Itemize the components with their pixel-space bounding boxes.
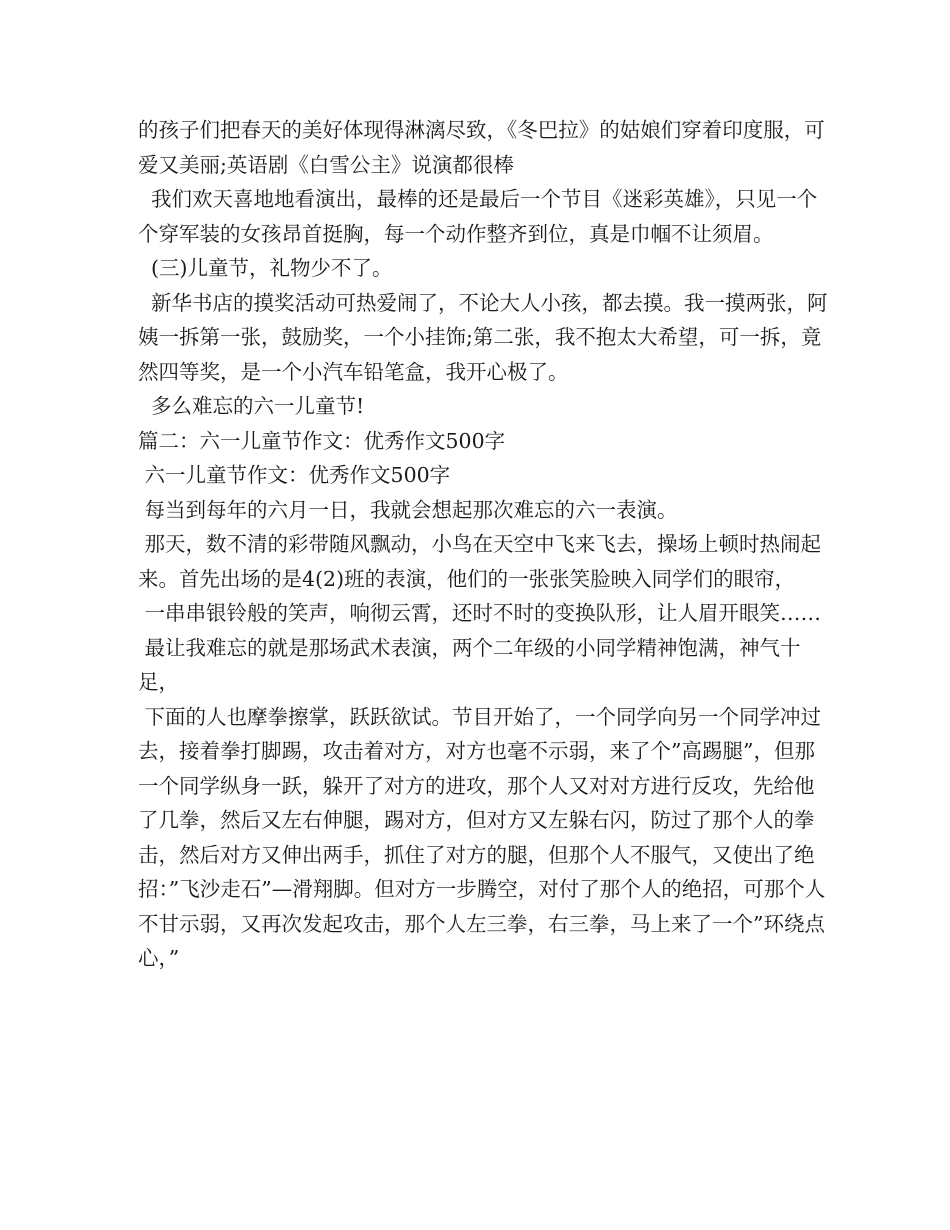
paragraph: 一串串银铃般的笑声，响彻云霄，还时不时的变换队形，让人眉开眼笑…… bbox=[138, 601, 822, 625]
section-heading: 篇二：六一儿童节作文：优秀作文500字 bbox=[138, 428, 506, 453]
paragraph: 每当到每年的六月一日，我就会想起那次难忘的六一表演。 bbox=[138, 497, 678, 522]
paragraph: (三)儿童节，礼物少不了。 bbox=[138, 256, 393, 280]
paragraph: 多么难忘的六一儿童节! bbox=[138, 394, 365, 418]
paragraph: 下面的人也摩拳擦掌，跃跃欲试。节目开始了，一个同学向另一个同学冲过去，接着拳打脚踢，攻击着对方，对方也毫不示弱，来了个”高踢腿”，但那一个同学纵身一跃，躲开了对方的进攻，那个人又对对方进行反攻，先给他了几拳，然后又左右伸腿，踢对方，但对方又左躲右闪，防过了那个人的拳击，然后对方又伸出两手，抓住了对方的腿，但那个人不服气，又使出了绝招：”飞沙走石”—滑翔脚。但对方一步腾空，对付了那个人的绝招，可那个人不甘示弱，又再次发起攻击，那个人左三拳，右三拳，马上来了一个”环绕点心，” bbox=[138, 704, 826, 970]
paragraph: 的孩子们把春天的美好体现得淋漓尽致，《冬巴拉》的姑娘们穿着印度服，可爱又美丽;英语剧《白雪公主》说演都很棒 bbox=[138, 118, 825, 177]
paragraph: 我们欢天喜地地看演出，最棒的还是最后一个节目《迷彩英雄》，只见一个个穿军装的女孩昂首挺胸，每一个动作整齐到位，真是巾帼不让须眉。 bbox=[138, 187, 818, 246]
document-body bbox=[138, 113, 828, 976]
paragraph: 那天，数不清的彩带随风飘动，小鸟在天空中飞来飞去，操场上顿时热闹起来。首先出场的是4(2)班的表演，他们的一张张笑脸映入同学们的眼帘， bbox=[138, 532, 822, 591]
paragraph: 最让我难忘的就是那场武术表演，两个二年级的小同学精神饱满，神气十足， bbox=[138, 635, 801, 694]
paragraph: 新华书店的摸奖活动可热爱闹了，不论大人小孩，都去摸。我一摸两张，阿姨一拆第一张，鼓励奖，一个小挂饰;第二张，我不抱太大希望，可一拆，竟然四等奖，是一个小汽车铅笔盒，我开心极了。 bbox=[138, 290, 828, 384]
article-title: 六一儿童节作文：优秀作文500字 bbox=[138, 463, 451, 487]
